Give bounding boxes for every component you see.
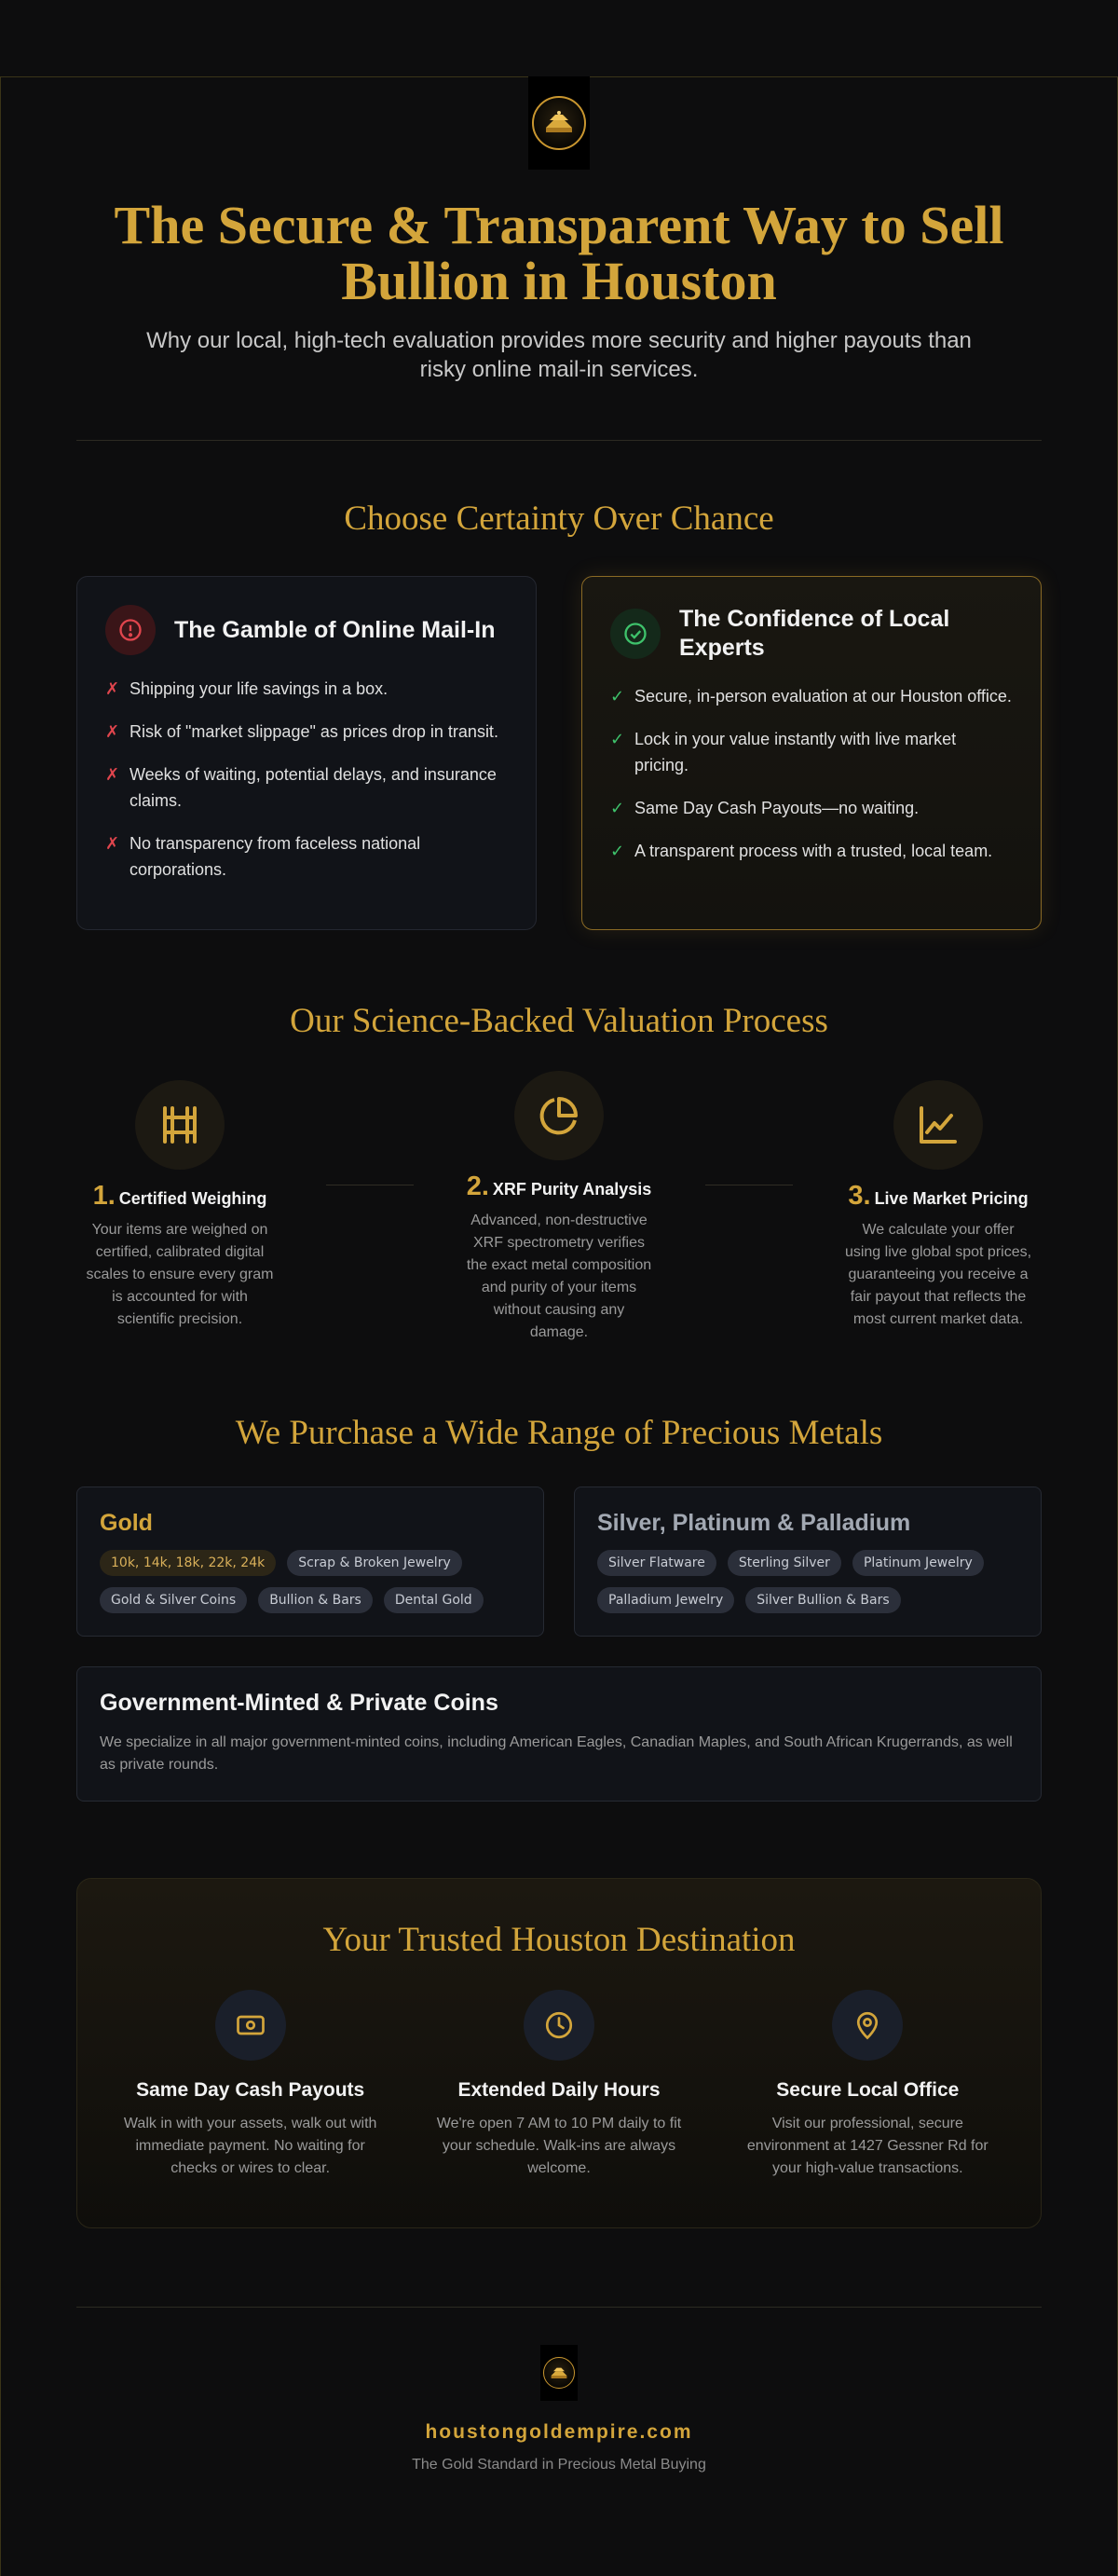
destination-panel xyxy=(76,1878,1042,2228)
category-tag: Silver Flatware xyxy=(597,1550,716,1576)
section-divider xyxy=(76,440,1042,441)
step-description: Your items are weighed on certified, calibrated digital scales to ensure every gram is accounted for with scientific precision. xyxy=(86,1222,274,1327)
step-number: 2. xyxy=(466,1172,489,1201)
step-number: 1. xyxy=(92,1181,116,1211)
footer-site-link[interactable]: houstongoldempire.com xyxy=(425,2421,693,2443)
list-item: ✓ Secure, in-person evaluation at our Houston office. xyxy=(610,683,1013,709)
coins-category-card xyxy=(76,1666,1042,1802)
local-benefit-list xyxy=(610,683,1013,864)
local-experts-card-title: The Confidence of Local Experts xyxy=(679,606,950,661)
step-description: Advanced, non-destructive XRF spectrometry verifies the exact metal composition and purity of your items without causing any damage. xyxy=(466,1213,652,1340)
mail-in-card-title: The Gamble of Online Mail-In xyxy=(174,616,496,643)
compare-section-title: Choose Certainty Over Chance xyxy=(344,500,774,538)
category-tag: Scrap & Broken Jewelry xyxy=(287,1550,462,1576)
step-title: Certified Weighing xyxy=(118,1189,267,1208)
list-item: ✗ Risk of "market slippage" as prices drop in transit. xyxy=(105,719,508,745)
check-circle-icon xyxy=(610,609,661,659)
hero-title: The Secure & Transparent Way to Sell Bullion in Houston xyxy=(114,195,1004,311)
feature-description: Walk in with your assets, walk out with immediate payment. No waiting for checks or wires to clear. xyxy=(123,2116,377,2176)
mail-in-card xyxy=(76,576,537,930)
gold-category-title: Gold xyxy=(100,1510,153,1536)
footer-tagline: The Gold Standard in Precious Metal Buying xyxy=(412,2457,706,2473)
scale-grid-icon xyxy=(135,1080,225,1170)
local-experts-card xyxy=(581,576,1042,930)
step-number: 3. xyxy=(848,1181,871,1211)
category-tag: Gold & Silver Coins xyxy=(100,1587,247,1613)
footer-divider xyxy=(76,2307,1042,2308)
coins-category-title: Government-Minted & Private Coins xyxy=(100,1690,498,1716)
feature-daily-hours xyxy=(428,1990,690,2180)
category-tag: Sterling Silver xyxy=(728,1550,841,1576)
category-tag: Dental Gold xyxy=(384,1587,484,1613)
trending-chart-icon xyxy=(893,1080,983,1170)
alert-circle-icon xyxy=(105,605,156,655)
category-tag: Bullion & Bars xyxy=(258,1587,373,1613)
feature-cash-payouts xyxy=(119,1990,382,2180)
map-pin-icon xyxy=(832,1990,903,2061)
check-mark-icon: ✓ xyxy=(610,730,625,748)
process-step-xrf xyxy=(456,1071,662,1344)
check-mark-icon: ✓ xyxy=(610,799,625,817)
feature-title: Extended Daily Hours xyxy=(457,2079,661,2101)
feature-title: Same Day Cash Payouts xyxy=(136,2079,365,2101)
destination-section-title: Your Trusted Houston Destination xyxy=(322,1921,796,1959)
list-item: ✓ Lock in your value instantly with live market pricing. xyxy=(610,726,1013,778)
page-content xyxy=(76,76,1042,2473)
x-mark-icon: ✗ xyxy=(105,679,120,698)
cash-icon xyxy=(215,1990,286,2061)
x-mark-icon: ✗ xyxy=(105,834,120,853)
x-mark-icon: ✗ xyxy=(105,765,120,784)
category-tag: Platinum Jewelry xyxy=(852,1550,984,1576)
feature-local-office xyxy=(736,1990,999,2180)
footer-logo[interactable] xyxy=(540,2345,578,2401)
x-mark-icon: ✗ xyxy=(105,722,120,741)
valuation-process xyxy=(76,1071,1042,1344)
step-description: We calculate your offer using live global spot prices, guaranteeing you receive a fair payout that reflects the most current market data. xyxy=(844,1222,1032,1327)
list-item: ✗ Weeks of waiting, potential delays, and insurance claims. xyxy=(105,761,508,814)
purchase-section-title: We Purchase a Wide Range of Precious Metals xyxy=(235,1414,883,1452)
step-title: XRF Purity Analysis xyxy=(492,1180,652,1199)
coins-category-description: We specialize in all major government-minted coins, including American Eagles, Canadian Maples, and South African Krugerrands, as well as private rounds. xyxy=(100,1734,1013,1773)
process-section-title: Our Science-Backed Valuation Process xyxy=(290,1002,828,1040)
gold-bars-logo-icon xyxy=(543,2357,575,2389)
gold-category-card xyxy=(76,1487,544,1637)
feature-description: We're open 7 AM to 10 PM daily to fit your schedule. Walk-ins are always welcome. xyxy=(436,2116,682,2176)
brand-logo[interactable] xyxy=(528,76,590,170)
feature-title: Secure Local Office xyxy=(776,2079,960,2101)
hero-subtitle: Why our local, high-tech evaluation provides more security and higher payouts than risky online mail-in services. xyxy=(146,328,972,382)
clock-icon xyxy=(524,1990,594,2061)
category-tag: Silver Bullion & Bars xyxy=(745,1587,900,1613)
silver-category-card xyxy=(574,1487,1042,1637)
mail-in-risk-list xyxy=(105,676,508,883)
list-item: ✓ Same Day Cash Payouts—no waiting. xyxy=(610,795,1013,821)
gold-bars-logo-icon xyxy=(532,96,586,150)
silver-category-title: Silver, Platinum & Palladium xyxy=(597,1510,911,1536)
karat-tag: 10k, 14k, 18k, 22k, 24k xyxy=(100,1550,276,1576)
metal-categories xyxy=(76,1487,1042,1637)
list-item: ✗ Shipping your life savings in a box. xyxy=(105,676,508,702)
list-item: ✓ A transparent process with a trusted, local team. xyxy=(610,838,1013,864)
category-tag: Palladium Jewelry xyxy=(597,1587,734,1613)
check-mark-icon: ✓ xyxy=(610,687,625,706)
check-mark-icon: ✓ xyxy=(610,842,625,860)
process-step-weighing xyxy=(76,1080,283,1331)
list-item: ✗ No transparency from faceless national corporations. xyxy=(105,830,508,883)
pie-chart-icon xyxy=(514,1071,604,1160)
feature-description: Visit our professional, secure environment at 1427 Gessner Rd for your high-value transactions. xyxy=(746,2116,988,2176)
process-step-pricing xyxy=(835,1080,1042,1331)
compare-cards xyxy=(76,576,1042,930)
step-title: Live Market Pricing xyxy=(874,1189,1029,1208)
